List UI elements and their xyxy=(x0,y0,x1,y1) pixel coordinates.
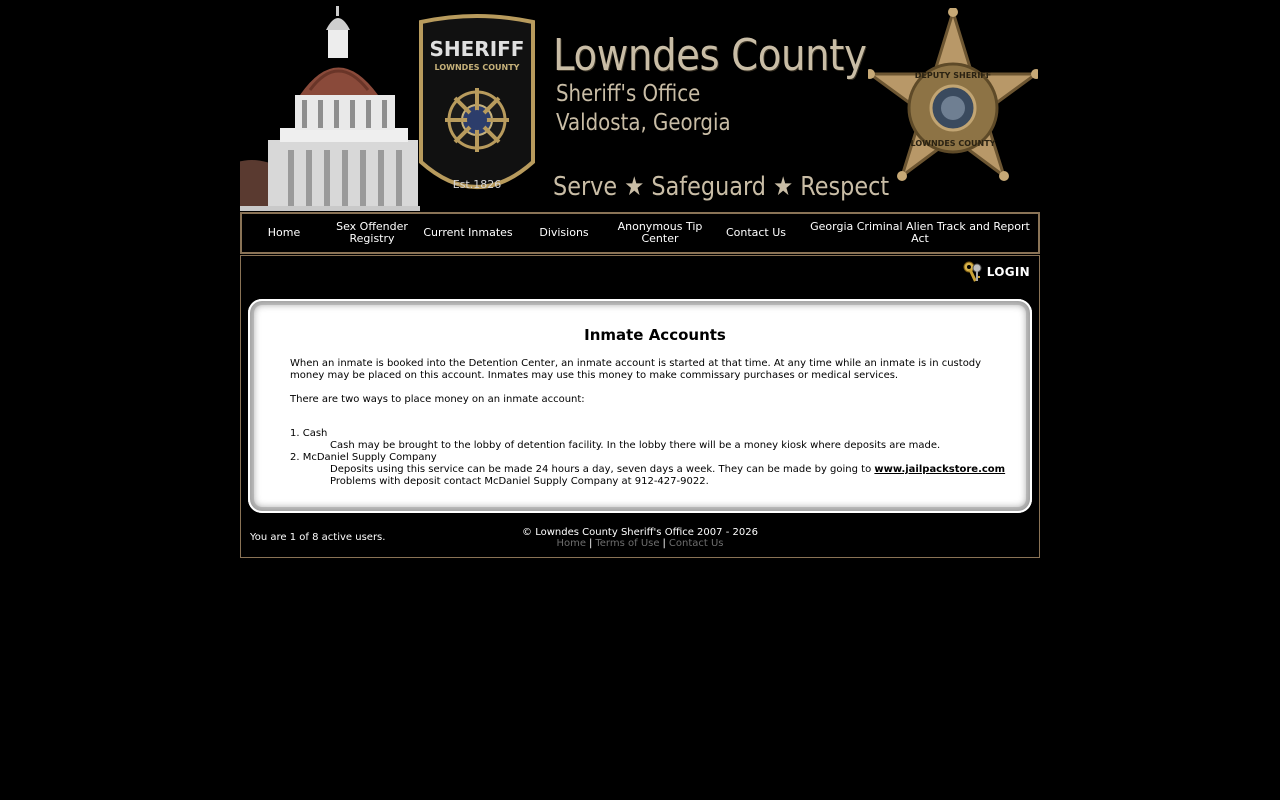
footer-separator: | xyxy=(662,538,666,549)
copyright-text: © Lowndes County Sheriff's Office 2007 - 2026 xyxy=(522,527,758,538)
banner-subtitle-city: Valdosta, Georgia xyxy=(556,110,731,136)
patch-est-text: Est.1826 xyxy=(452,178,502,191)
jailpackstore-link[interactable]: www.jailpackstore.com xyxy=(874,464,1006,475)
option-cash-description: Cash may be brought to the lobby of detention facility. In the lobby there will be a money kiosk where deposits are made. xyxy=(330,440,941,451)
footer-link-home[interactable]: Home xyxy=(556,538,586,549)
footer-separator: | xyxy=(589,538,593,549)
footer-link-contact[interactable]: Contact Us xyxy=(668,538,724,549)
ways-paragraph: There are two ways to place money on an inmate account: xyxy=(290,394,585,405)
option-cash-title: 1. Cash xyxy=(290,428,328,439)
patch-county-text: LOWNDES COUNTY xyxy=(434,63,520,72)
deputy-star-badge-image xyxy=(868,8,1038,208)
content-frame xyxy=(240,255,1040,558)
star-deputy-text: DEPUTY SHERIFF xyxy=(914,71,992,80)
footer-link-terms[interactable]: Terms of Use xyxy=(595,538,660,549)
nav-item-georgia-criminal-alien[interactable]: Georgia Criminal Alien Track and Report Act xyxy=(810,220,1030,245)
page-title: Inmate Accounts xyxy=(584,326,726,344)
sheriff-patch-image xyxy=(415,12,539,206)
option-mcdaniel-title: 2. McDaniel Supply Company xyxy=(290,452,437,463)
login-button[interactable] xyxy=(962,261,1030,283)
patch-sheriff-text: SHERIFF xyxy=(429,37,525,61)
option-mcdaniel-description xyxy=(330,464,1005,476)
intro-paragraph-line2: money may be placed on this account. Inmates may use this money to make commissary purchases or medical services. xyxy=(290,370,899,381)
login-label: LOGIN xyxy=(986,265,1030,279)
nav-item-home[interactable]: Home xyxy=(267,226,301,239)
intro-paragraph-line1: When an inmate is booked into the Detention Center, an inmate account is started at that time. At any time while an inmate is in custody xyxy=(290,358,982,369)
banner-motto: Serve ★ Safeguard ★ Respect xyxy=(553,172,890,202)
page-wrapper xyxy=(240,0,1040,558)
header-banner xyxy=(240,0,1040,211)
mcdaniel-description-text: Deposits using this service can be made 24 hours a day, seven days a week. They can be made by going to xyxy=(330,464,872,475)
star-county-text: LOWNDES COUNTY xyxy=(910,139,996,148)
banner-subtitle-office: Sheriff's Office xyxy=(556,81,701,107)
courthouse-dome-image xyxy=(240,0,420,211)
keys-icon xyxy=(962,261,984,283)
footer-links xyxy=(241,538,1039,549)
banner-title: Lowndes County xyxy=(553,30,867,81)
nav-item-current-inmates[interactable]: Current Inmates xyxy=(423,226,513,239)
nav-item-divisions[interactable]: Divisions xyxy=(539,226,589,239)
nav-item-contact-us[interactable]: Contact Us xyxy=(725,226,787,239)
inmate-accounts-panel xyxy=(248,299,1032,513)
main-nav xyxy=(240,212,1040,254)
nav-item-sex-offender-registry[interactable]: Sex Offender Registry xyxy=(336,220,408,245)
nav-item-anonymous-tip-center[interactable]: Anonymous Tip Center xyxy=(617,220,703,245)
active-users-text: You are 1 of 8 active users. xyxy=(250,532,386,543)
option-mcdaniel-contact: Problems with deposit contact McDaniel Supply Company at 912-427-9022. xyxy=(330,476,709,487)
